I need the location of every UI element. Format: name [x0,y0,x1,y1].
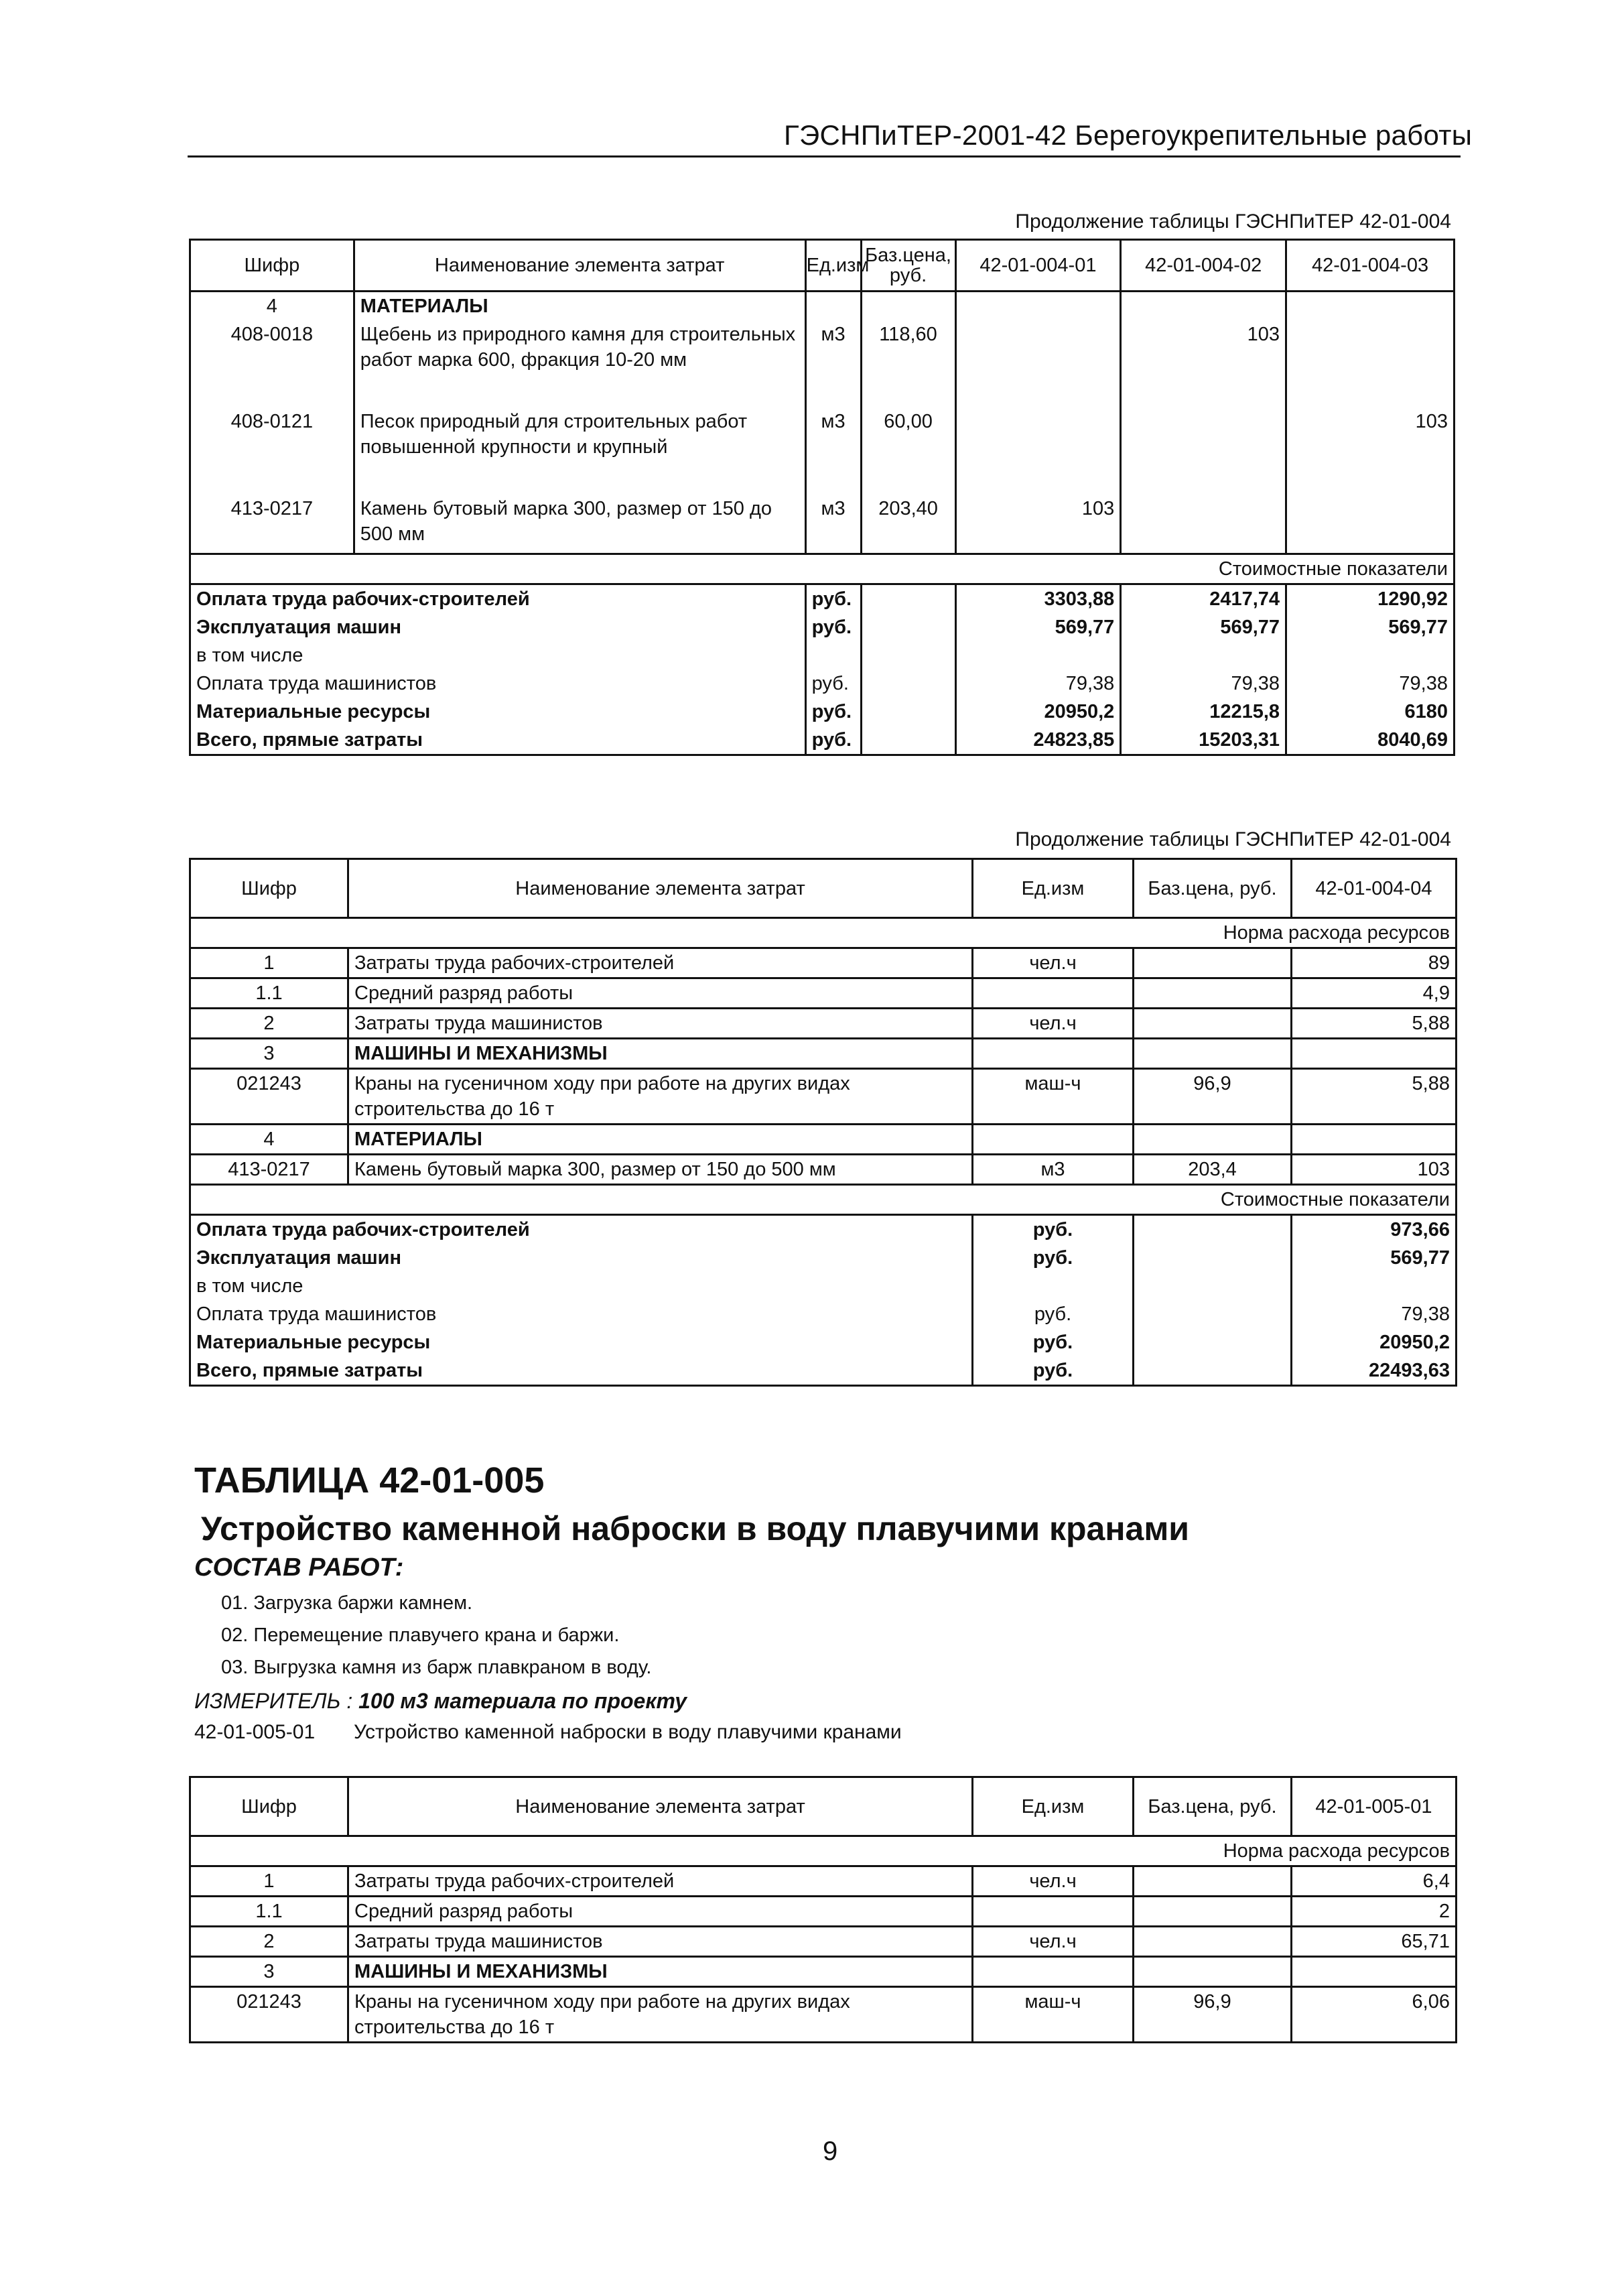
row-value: 5,88 [1292,1069,1457,1125]
row-value: 2 [1292,1897,1457,1927]
table-row [190,1009,1457,1039]
norm-section-row [190,1836,1457,1866]
table2-header-row [190,859,1457,918]
row-name: Песок природный для строительных работ повышенной крупности и крупный [354,407,805,495]
cost-value-2: 15203,31 [1121,726,1286,755]
row-unit [973,1039,1134,1069]
item-line [194,1721,902,1744]
table-row [190,320,1455,407]
cost-value: 20950,2 [1292,1328,1457,1356]
row-price: 60,00 [861,407,955,495]
row-value-3: 103 [1286,407,1455,495]
row-code: 2 [190,1009,348,1039]
row-code: 1.1 [190,1897,348,1927]
row-unit: чел.ч [973,1927,1134,1957]
row-code: 1 [190,948,348,978]
table5-title: ТАБЛИЦА 42-01-005 [194,1460,545,1501]
row-value-2 [1121,407,1286,495]
row-price [1134,1039,1292,1069]
cost-row [190,698,1455,726]
row-unit [973,1125,1134,1155]
table-row [190,978,1457,1009]
cost-value-1: 79,38 [955,669,1121,698]
row-unit: чел.ч [973,1009,1134,1039]
table-row [190,1866,1457,1897]
table-row [190,495,1455,554]
cost-row [190,1300,1457,1328]
table2 [189,858,1457,1387]
cost-value-1: 20950,2 [955,698,1121,726]
row-name: Затраты труда машинистов [348,1009,973,1039]
row-name: Затраты труда рабочих-строителей [348,1866,973,1897]
cost-value-3: 8040,69 [1286,726,1455,755]
table-row [190,1155,1457,1185]
cost-unit: руб. [973,1328,1134,1356]
col-header-name: Наименование элемента затрат [348,859,973,918]
cost-unit: руб. [805,669,861,698]
cost-value-3: 79,38 [1286,669,1455,698]
row-value: 6,4 [1292,1866,1457,1897]
cost-row [190,1244,1457,1272]
cost-unit: руб. [805,584,861,613]
col-header-price: Баз.цена, руб. [1134,1777,1292,1836]
row-value: 4,9 [1292,978,1457,1009]
table-row [190,1897,1457,1927]
table1 [189,239,1455,756]
row-value-3 [1286,320,1455,407]
row-price [1134,1897,1292,1927]
norm-section-row [190,918,1457,948]
work-step: 01. Загрузка баржи камнем. [221,1592,473,1614]
col-header-unit: Ед.изм [973,859,1134,918]
work-composition-label: СОСТАВ РАБОТ: [194,1553,404,1582]
cost-name: Всего, прямые затраты [190,1356,973,1386]
row-unit: чел.ч [973,948,1134,978]
cost-unit: руб. [805,613,861,641]
row-price [1134,1125,1292,1155]
row-value: 6,06 [1292,1987,1457,2043]
row-unit [973,978,1134,1009]
row-name: МАШИНЫ И МЕХАНИЗМЫ [348,1039,973,1069]
cost-row [190,669,1455,698]
cost-name: Оплата труда машинистов [190,1300,973,1328]
meter-value: 100 м3 материала по проекту [358,1689,687,1713]
row-unit: маш-ч [973,1069,1134,1125]
row-price [1134,948,1292,978]
cost-value-1: 569,77 [955,613,1121,641]
row-name: Щебень из природного камня для строительных работ марка 600, фракция 10-20 мм [354,320,805,407]
table-row [190,1125,1457,1155]
row-name: Краны на гусеничном ходу при работе на других видах строительства до 16 т [348,1069,973,1125]
page-header-title: ГЭСНПиТЕР-2001-42 Берегоукрепительные работы [784,119,1473,151]
item-code: 42-01-005-01 [194,1721,316,1743]
row-price [1134,978,1292,1009]
table1-continuation-caption: Продолжение таблицы ГЭСНПиТЕР 42-01-004 [1015,210,1451,233]
table5-subtitle: Устройство каменной наброски в воду плавучими кранами [201,1510,1190,1547]
col-header-code: Шифр [190,859,348,918]
page-number: 9 [823,2136,838,2166]
cost-value-1: 3303,88 [955,584,1121,613]
cost-value-2: 79,38 [1121,669,1286,698]
table-row [190,1927,1457,1957]
table1-section-row [190,292,1455,321]
meter-line [194,1689,687,1714]
cost-row [190,584,1455,613]
work-step: 03. Выгрузка камня из барж плавкраном в воду. [221,1657,652,1678]
cost-unit: руб. [805,698,861,726]
cost-value: 22493,63 [1292,1356,1457,1386]
row-code: 1.1 [190,978,348,1009]
row-name: Затраты труда машинистов [348,1927,973,1957]
row-value-3 [1286,495,1455,554]
row-code: 413-0217 [190,1155,348,1185]
row-price: 118,60 [861,320,955,407]
row-unit: маш-ч [973,1987,1134,2043]
row-unit [973,1957,1134,1987]
cost-row [190,1356,1457,1386]
row-value-2 [1121,495,1286,554]
col-header-unit: Ед.изм [805,240,861,292]
cost-section-header: Стоимостные показатели [190,1185,1457,1215]
norm-section-header: Норма расхода ресурсов [190,918,1457,948]
row-value-1: 103 [955,495,1121,554]
row-price: 203,40 [861,495,955,554]
section-title: МАТЕРИАЛЫ [354,292,805,321]
cost-value-3: 569,77 [1286,613,1455,641]
row-code: 021243 [190,1987,348,2043]
row-value: 89 [1292,948,1457,978]
cost-row [190,726,1455,755]
row-price [1134,1927,1292,1957]
row-code: 1 [190,1866,348,1897]
cost-name: в том числе [190,641,806,669]
row-name: Камень бутовый марка 300, размер от 150 до 500 мм [348,1155,973,1185]
row-code: 021243 [190,1069,348,1125]
row-value: 65,71 [1292,1927,1457,1957]
cost-unit: руб. [973,1356,1134,1386]
row-name: Затраты труда рабочих-строителей [348,948,973,978]
row-code: 3 [190,1039,348,1069]
row-value-1 [955,407,1121,495]
col-header-norm-2: 42-01-004-02 [1121,240,1286,292]
col-header-code: Шифр [190,1777,348,1836]
col-header-name: Наименование элемента затрат [354,240,805,292]
cost-unit: руб. [973,1244,1134,1272]
table-row [190,407,1455,495]
cost-row [190,1328,1457,1356]
cost-name: Материальные ресурсы [190,1328,973,1356]
col-header-price: Баз.цена, руб. [861,240,955,292]
row-code: 2 [190,1927,348,1957]
col-header-name: Наименование элемента затрат [348,1777,973,1836]
table-row [190,1987,1457,2043]
section-number: 4 [190,292,354,321]
table2-continuation-caption: Продолжение таблицы ГЭСНПиТЕР 42-01-004 [1015,828,1451,850]
col-header-unit: Ед.изм [973,1777,1134,1836]
cost-name: Эксплуатация машин [190,1244,973,1272]
cost-value: 569,77 [1292,1244,1457,1272]
row-code: 408-0121 [190,407,354,495]
cost-row [190,641,1455,669]
cost-value-2: 12215,8 [1121,698,1286,726]
cost-value: 973,66 [1292,1215,1457,1245]
col-header-norm-1: 42-01-004-01 [955,240,1121,292]
row-value-2: 103 [1121,320,1286,407]
table1-header-row [190,240,1455,292]
cost-value-3: 1290,92 [1286,584,1455,613]
row-name: Камень бутовый марка 300, размер от 150 до 500 мм [354,495,805,554]
cost-section-row [190,1185,1457,1215]
row-value-1 [955,320,1121,407]
row-value: 103 [1292,1155,1457,1185]
row-value: 5,88 [1292,1009,1457,1039]
row-code: 408-0018 [190,320,354,407]
table-row [190,1069,1457,1125]
cost-name: Эксплуатация машин [190,613,806,641]
row-code: 3 [190,1957,348,1987]
row-price [1134,1866,1292,1897]
meter-label: ИЗМЕРИТЕЛЬ : [194,1689,353,1713]
row-unit: м3 [805,495,861,554]
table5-header-row [190,1777,1457,1836]
cost-value-3: 6180 [1286,698,1455,726]
cost-value: 79,38 [1292,1300,1457,1328]
row-name: Средний разряд работы [348,1897,973,1927]
row-price: 96,9 [1134,1987,1292,2043]
table-row [190,948,1457,978]
cost-unit: руб. [805,726,861,755]
row-unit: чел.ч [973,1866,1134,1897]
item-name: Устройство каменной наброски в воду плавучими кранами [354,1721,902,1743]
cost-value-2: 569,77 [1121,613,1286,641]
col-header-code: Шифр [190,240,354,292]
norm-section-header: Норма расхода ресурсов [190,1836,1457,1866]
table-row [190,1039,1457,1069]
cost-name: Оплата труда рабочих-строителей [190,1215,973,1245]
cost-name: Всего, прямые затраты [190,726,806,755]
cost-unit: руб. [973,1300,1134,1328]
row-name: МАТЕРИАЛЫ [348,1125,973,1155]
table5 [189,1776,1457,2043]
cost-row [190,1215,1457,1245]
cost-value-1: 24823,85 [955,726,1121,755]
row-unit: м3 [805,407,861,495]
cost-row [190,613,1455,641]
row-unit: м3 [805,320,861,407]
col-header-norm-3: 42-01-004-03 [1286,240,1455,292]
row-price: 96,9 [1134,1069,1292,1125]
cost-row [190,1272,1457,1300]
cost-name: Оплата труда рабочих-строителей [190,584,806,613]
row-code: 413-0217 [190,495,354,554]
cost-section-header: Стоимостные показатели [190,554,1455,584]
row-name: Краны на гусеничном ходу при работе на других видах строительства до 16 т [348,1987,973,2043]
cost-name: в том числе [190,1272,973,1300]
row-value [1292,1039,1457,1069]
row-code: 4 [190,1125,348,1155]
row-price: 203,4 [1134,1155,1292,1185]
cost-value-2: 2417,74 [1121,584,1286,613]
row-value [1292,1125,1457,1155]
cost-name: Оплата труда машинистов [190,669,806,698]
col-header-norm: 42-01-005-01 [1292,1777,1457,1836]
cost-section-row [190,554,1455,584]
col-header-norm: 42-01-004-04 [1292,859,1457,918]
row-unit: м3 [973,1155,1134,1185]
header-rule [188,155,1461,157]
table-row [190,1957,1457,1987]
row-price [1134,1957,1292,1987]
row-unit [973,1897,1134,1927]
row-price [1134,1009,1292,1039]
row-name: Средний разряд работы [348,978,973,1009]
col-header-price: Баз.цена, руб. [1134,859,1292,918]
row-value [1292,1957,1457,1987]
work-step: 02. Перемещение плавучего крана и баржи. [221,1624,620,1646]
cost-unit: руб. [973,1215,1134,1245]
cost-name: Материальные ресурсы [190,698,806,726]
row-name: МАШИНЫ И МЕХАНИЗМЫ [348,1957,973,1987]
